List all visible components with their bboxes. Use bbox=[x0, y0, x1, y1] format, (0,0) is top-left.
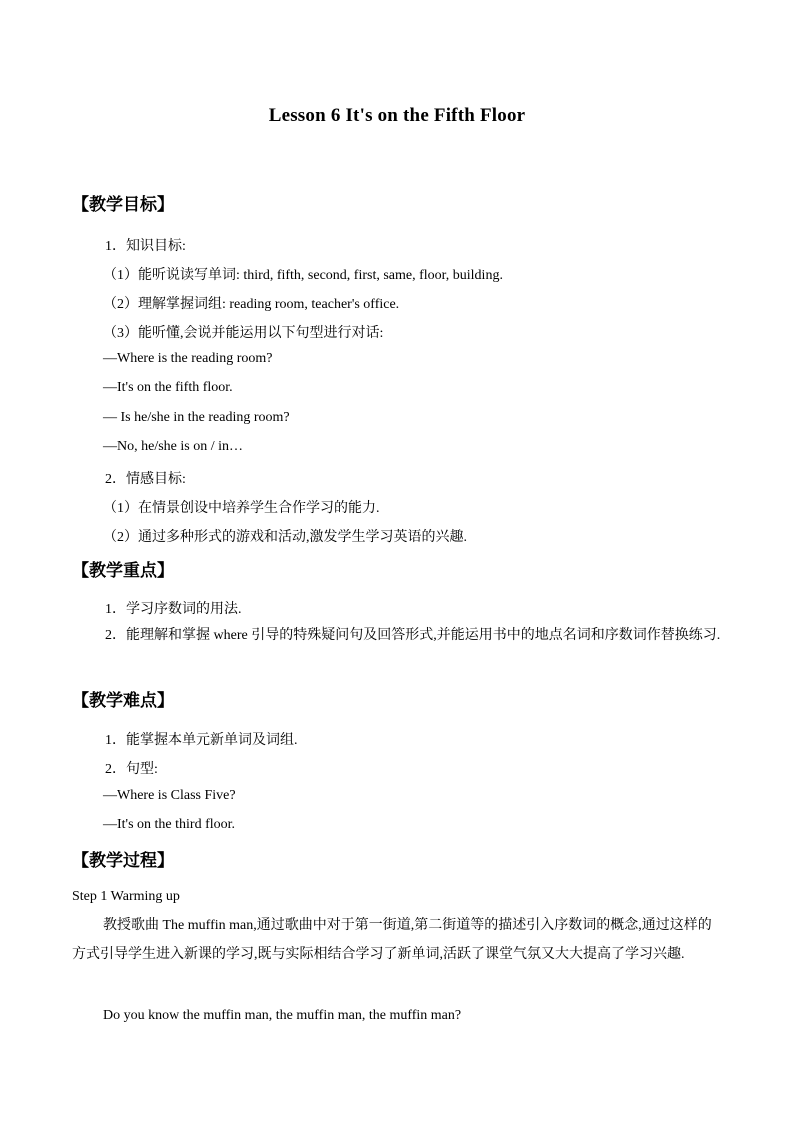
song-lyric: Do you know the muffin man, the muffin man, the muffin man? bbox=[103, 1008, 462, 1023]
objective-line: —Where is the reading room? bbox=[103, 351, 273, 366]
key-point-line: 1．学习序数词的用法. bbox=[105, 602, 242, 617]
objective-line: （2）通过多种形式的游戏和活动,激发学生学习英语的兴趣. bbox=[103, 530, 467, 545]
objective-line: — Is he/she in the reading room? bbox=[103, 410, 290, 425]
document-title: Lesson 6 It's on the Fifth Floor bbox=[268, 105, 526, 126]
objective-line: —No, he/she is on / in… bbox=[103, 439, 243, 454]
section-heading-process: 【教学过程】 bbox=[72, 851, 174, 871]
objective-line: 1．知识目标: bbox=[105, 239, 186, 254]
step-label: Step 1 Warming up bbox=[72, 889, 180, 904]
section-heading-difficulties: 【教学难点】 bbox=[72, 691, 174, 711]
difficulty-line: 1．能掌握本单元新单词及词组. bbox=[105, 733, 298, 748]
process-paragraph: 教授歌曲 The muffin man,通过歌曲中对于第一街道,第二街道等的描述引入序数词的概念,通过这样的方式引导学生进入新课的学习,既与实际相结合学习了新单词,活跃了课堂气氛又大大提高了学习兴趣. bbox=[72, 918, 712, 962]
objective-line: （3）能听懂,会说并能运用以下句型进行对话: bbox=[103, 326, 384, 341]
section-heading-objectives: 【教学目标】 bbox=[72, 195, 174, 215]
objective-line: 2．情感目标: bbox=[105, 472, 186, 487]
objective-line: （1）在情景创设中培养学生合作学习的能力. bbox=[103, 501, 380, 516]
difficulty-line: 2．句型: bbox=[105, 762, 158, 777]
difficulty-line: —Where is Class Five? bbox=[103, 788, 236, 803]
difficulty-line: —It's on the third floor. bbox=[103, 817, 236, 832]
key-point-paragraph: 2．能理解和掌握 where 引导的特殊疑问句及回答形式,并能运用书中的地点名词和序数词作替换练习. bbox=[105, 628, 721, 643]
objective-line: —It's on the fifth floor. bbox=[103, 380, 233, 395]
objective-line: （1）能听说读写单词: third, fifth, second, first, same, floor, building. bbox=[103, 268, 503, 283]
section-heading-key-points: 【教学重点】 bbox=[72, 561, 174, 581]
objective-line: （2）理解掌握词组: reading room, teacher's office. bbox=[103, 297, 400, 312]
